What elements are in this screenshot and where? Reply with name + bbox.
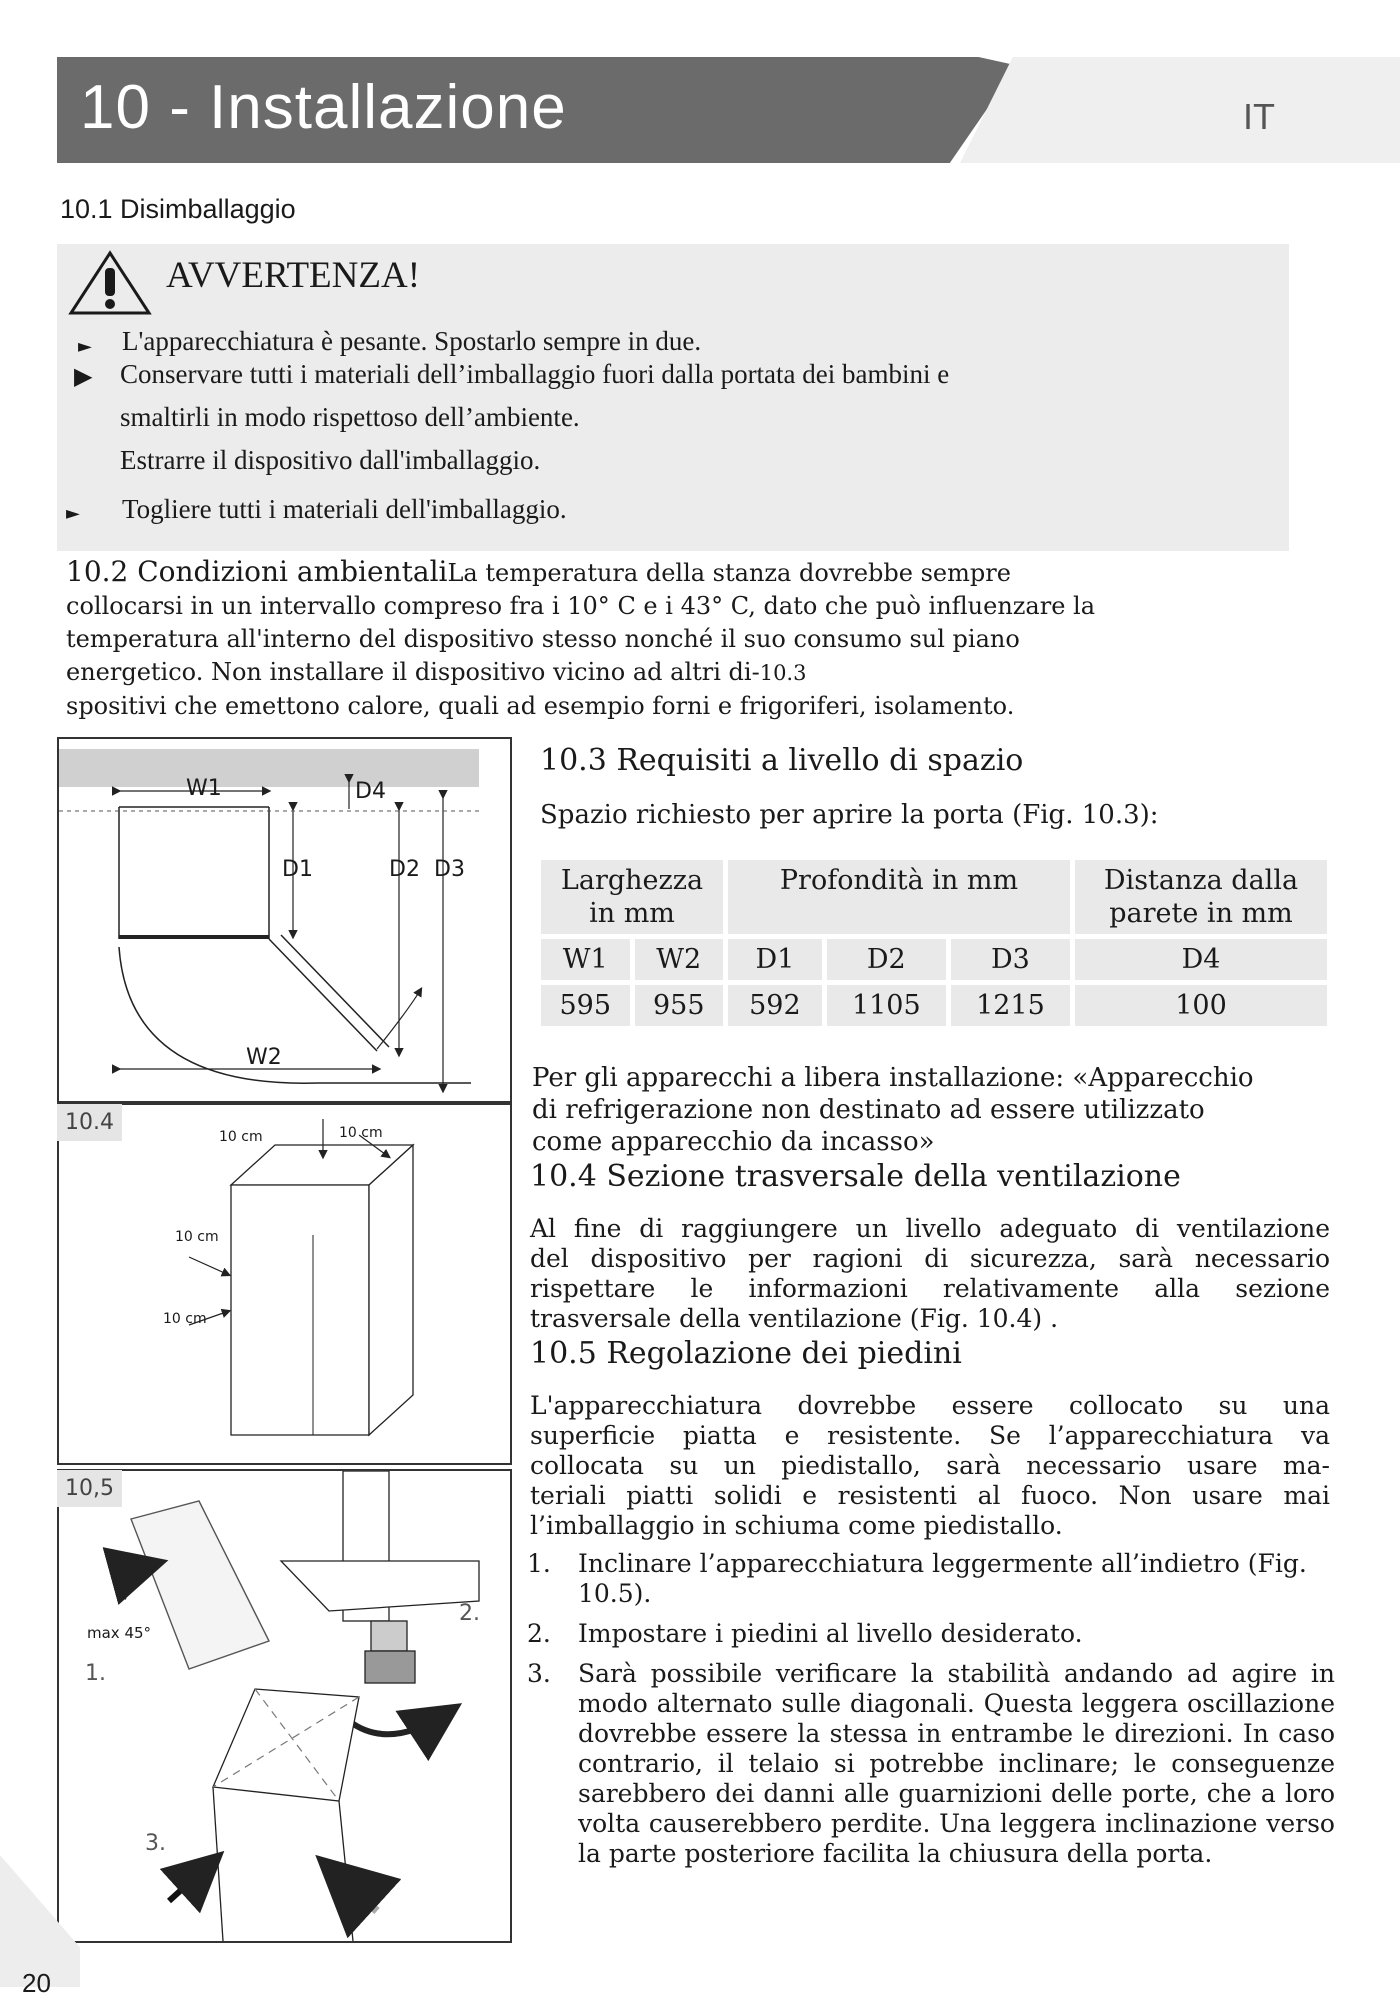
paragraph-line: collocata su un piedistallo, sarà necessario usare ma-	[530, 1451, 1330, 1480]
language-code: IT	[1243, 96, 1275, 137]
feet-steps-list	[527, 1549, 1335, 1879]
figure-feet-adjustment	[57, 1469, 512, 1943]
label-d3: D3	[434, 857, 465, 882]
feet-adjustment-diagram	[59, 1471, 510, 1941]
paragraph-line: superficie piatta e resistente. Se l’apparecchiatura va	[530, 1421, 1330, 1450]
table-cell: 592	[728, 985, 822, 1026]
table-col-d4: D4	[1075, 939, 1327, 980]
table-col-w2: W2	[635, 939, 724, 980]
figure-ventilation	[57, 1103, 512, 1465]
space-intro: Spazio richiesto per aprire la porta (Fig. 10.3):	[540, 800, 1159, 830]
step-text: Impostare i piedini al livello desiderato.	[578, 1619, 1083, 1648]
paragraph-line: del dispositivo per ragioni di sicurezza, sarà necessario	[530, 1244, 1330, 1273]
paragraph-line: Al fine di raggiungere un livello adeguato di ventilazione	[530, 1214, 1330, 1243]
table-cell: 1215	[951, 985, 1070, 1026]
paragraph-line: spositivi che emettono calore, quali ad esempio forni e frigoriferi, isolamento.	[66, 692, 1015, 720]
door-clearance-diagram	[59, 739, 510, 1101]
dimensions-table	[536, 855, 1332, 1031]
section-heading-ventilation: 10.4 Sezione trasversale della ventilazione	[530, 1159, 1181, 1194]
table-header-width: Larghezza in mm	[541, 860, 723, 934]
paragraph-line: teriali piatti solidi e resistenti al fuoco. Non usare mai	[530, 1481, 1330, 1510]
paragraph-line: L'apparecchiatura dovrebbe essere collocato su una	[530, 1391, 1330, 1420]
note-line: di refrigerazione non destinato ad essere utilizzato	[532, 1095, 1205, 1125]
step-number: 3.	[527, 1659, 551, 1688]
table-header-distance: Distanza dalla parete in mm	[1075, 860, 1327, 934]
paragraph-line: l’imballaggio in schiuma come piedistallo.	[530, 1511, 1063, 1540]
table-cell: 100	[1075, 985, 1327, 1026]
section-ambient-conditions	[66, 555, 1306, 723]
figure-label-10-4: 10.4	[57, 1104, 122, 1141]
inline-reference: 10.3	[759, 661, 807, 685]
bullet-icon: ►	[66, 503, 80, 524]
table-col-d1: D1	[728, 939, 822, 980]
figure-door-clearance	[57, 737, 512, 1103]
step-3-label: 3.	[145, 1831, 166, 1856]
feet-paragraph	[530, 1391, 1330, 1541]
warning-icon	[68, 250, 152, 316]
paragraph-line: temperatura all'interno del dispositivo stesso nonché il suo consumo sul piano	[66, 625, 1020, 653]
label-w2: W2	[246, 1045, 282, 1070]
freestanding-note	[532, 1062, 1332, 1158]
step-text: Inclinare l’apparecchiatura leggermente all’indietro (Fig. 10.5).	[578, 1549, 1307, 1608]
note-line: Per gli apparecchi a libera installazione: «Apparecchio	[532, 1063, 1254, 1093]
table-col-d3: D3	[951, 939, 1070, 980]
bullet-icon: ▶	[74, 362, 93, 390]
table-col-w1: W1	[541, 939, 630, 980]
warning-line: smaltirli in modo rispettoso dell’ambiente.	[120, 402, 580, 432]
step-text: Sarà possibile verificare la stabilità andando ad agire in modo alternato sulle diagonali. Questa leggera oscillazione dovrebbe essere la stessa in entrambe le direzioni. In caso contrario, il telaio si potrebbe inclinare; le conseguenze sarebbero dei danni alle guarnizioni delle porte, che a loro volta causerebbero perdite. Una leggera inclinazione verso la parte posteriore facilita la chiusura della porta.	[578, 1659, 1335, 1868]
clearance-back: 10 cm	[339, 1125, 383, 1141]
page-number: 20	[22, 1968, 51, 1998]
page-title: 10 - Installazione	[80, 73, 567, 142]
bullet-icon: ►	[78, 336, 92, 357]
ventilation-paragraph	[530, 1214, 1330, 1334]
section-heading-space: 10.3 Requisiti a livello di spazio	[540, 743, 1024, 778]
ventilation-diagram	[59, 1105, 510, 1463]
paragraph-text: La temperatura della stanza dovrebbe sempre	[447, 559, 1011, 587]
label-w1: W1	[186, 776, 222, 801]
clearance-side-low: 10 cm	[163, 1311, 207, 1327]
section-title-unpacking: 10.1 Disimballaggio	[60, 194, 296, 224]
paragraph-line: collocarsi in un intervallo compreso fra i 10° C e i 43° C, dato che può influenzare la	[66, 592, 1096, 620]
figure-label-10-5: 10,5	[57, 1470, 122, 1507]
warning-line: Estrarre il dispositivo dall'imballaggio.	[120, 445, 541, 475]
table-cell: 1105	[827, 985, 946, 1026]
warning-line: Conservare tutti i materiali dell’imballaggio fuori dalla portata dei bambini e	[120, 359, 950, 389]
header-right-band	[960, 57, 1400, 163]
label-d4: D4	[355, 779, 386, 804]
paragraph-line: energetico. Non installare il dispositivo vicino ad altri di-	[66, 658, 760, 686]
warning-line: Togliere tutti i materiali dell'imballaggio.	[122, 494, 567, 524]
section-heading-feet: 10.5 Regolazione dei piedini	[530, 1336, 962, 1371]
max-tilt-label: max 45°	[87, 1624, 152, 1642]
warning-title: AVVERTENZA!	[166, 255, 421, 296]
section-heading: 10.2 Condizioni ambientali	[66, 555, 448, 588]
step-1-label: 1.	[85, 1661, 106, 1686]
step-2-label: 2.	[459, 1601, 480, 1626]
label-d1: D1	[282, 857, 313, 882]
table-cell: 595	[541, 985, 630, 1026]
note-line: come apparecchio da incasso»	[532, 1127, 935, 1157]
clearance-side: 10 cm	[175, 1229, 219, 1245]
paragraph-line: rispettare le informazioni relativamente alla sezione	[530, 1274, 1330, 1303]
warning-line: L'apparecchiatura è pesante. Spostarlo sempre in due.	[122, 326, 702, 356]
table-cell: 955	[635, 985, 724, 1026]
list-item	[527, 1549, 1335, 1609]
paragraph-line: trasversale della ventilazione (Fig. 10.4) .	[530, 1304, 1059, 1333]
label-d2: D2	[389, 857, 420, 882]
step-number: 2.	[527, 1619, 551, 1648]
list-item	[527, 1659, 1335, 1869]
list-item	[527, 1619, 1335, 1649]
table-header-depth: Profondità in mm	[728, 860, 1070, 934]
step-number: 1.	[527, 1549, 551, 1578]
table-col-d2: D2	[827, 939, 946, 980]
clearance-top: 10 cm	[219, 1129, 263, 1145]
